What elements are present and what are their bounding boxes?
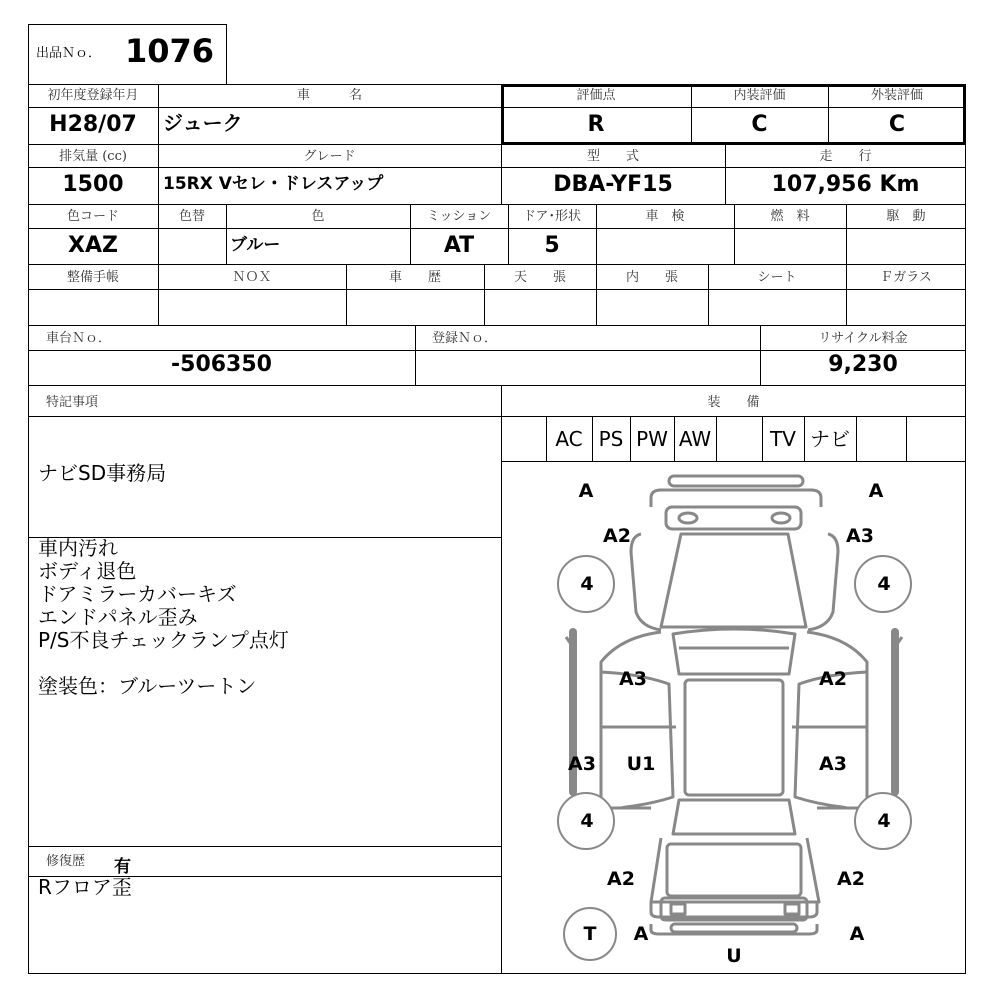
mark-rear-right: A <box>849 923 865 945</box>
roof-label: 天 張 <box>513 270 566 285</box>
rule <box>415 325 416 385</box>
exterior-value: C <box>888 112 906 137</box>
mark-fender-right: A3 <box>846 525 874 547</box>
mark-door-rear-right: A3 <box>819 753 847 775</box>
equipment-cell <box>856 418 906 460</box>
mark-front-left: A <box>578 480 594 502</box>
rule <box>28 264 966 265</box>
mission-value: AT <box>443 233 475 258</box>
repaint-label: 色替 <box>178 209 205 224</box>
exterior-label: 外装評価 <box>870 88 923 103</box>
rule <box>28 228 966 229</box>
equipment-tv: TV <box>770 427 796 451</box>
rule <box>28 167 966 168</box>
repair-value: 有 <box>114 857 131 877</box>
interior-label: 内装評価 <box>733 88 786 103</box>
color-code-value: XAZ <box>68 233 118 258</box>
seat-label: シート <box>757 270 797 285</box>
interior-value: C <box>751 112 768 137</box>
recycle-label: リサイクル料金 <box>818 331 908 346</box>
history-label: 車 歴 <box>388 270 441 285</box>
notes-line1: ナビSD事務局 <box>38 461 167 485</box>
first-reg-value: H28/07 <box>49 112 137 137</box>
car-diagram <box>501 462 966 972</box>
equipment-label: 装 備 <box>707 395 760 410</box>
equipment-cell <box>501 418 546 460</box>
lot-label: 出品Ｎｏ． <box>36 46 102 61</box>
grade-label: グレード <box>303 149 356 164</box>
model-value: DBA-YF15 <box>553 172 673 197</box>
car-name-label: 車 名 <box>296 88 362 103</box>
mark-tire-rl: 4 <box>580 810 594 832</box>
mark-spare-tire: T <box>583 923 597 945</box>
grade-value: 15RX Vセレ・ドレスアップ <box>163 174 384 194</box>
equipment-cell <box>906 418 966 460</box>
equipment-ac: AC <box>555 427 583 451</box>
mark-tire-fl: 4 <box>580 573 594 595</box>
rule <box>28 325 966 326</box>
mark-tire-rr: 4 <box>877 810 891 832</box>
mark-door-front-left: A3 <box>619 668 647 690</box>
displacement-label: 排気量 (cc) <box>59 149 127 164</box>
mission-label: ミッション <box>426 209 492 224</box>
mark-front-right: A <box>868 480 884 502</box>
mark-tire-fr: 4 <box>877 573 891 595</box>
maintenance-label: 整備手帳 <box>66 270 119 285</box>
mileage-value: 107,956 Km <box>771 172 920 197</box>
color-code-label: 色コード <box>66 209 119 224</box>
repair-detail: Rフロア歪 <box>38 875 132 899</box>
mark-door-rear-left: A3 <box>568 753 596 775</box>
equipment-cell <box>716 418 762 460</box>
repair-label: 修復歴 <box>46 854 86 869</box>
notes-label: 特記事項 <box>46 395 99 410</box>
rule <box>28 350 966 351</box>
color-value: ブルー <box>230 235 281 255</box>
reg-no-label: 登録Ｎｏ． <box>432 331 498 346</box>
recycle-value: 9,230 <box>828 352 898 377</box>
rule <box>28 289 966 290</box>
score-label: 評価点 <box>576 88 616 103</box>
first-reg-label: 初年度登録年月 <box>47 88 139 103</box>
model-label: 型 式 <box>586 149 639 164</box>
equipment-pw: PW <box>636 427 668 451</box>
mark-quarter-left: A2 <box>607 868 635 890</box>
mark-rear-left: A <box>633 923 649 945</box>
door-label: ドア･形状 <box>522 209 582 224</box>
mark-quarter-right: A2 <box>837 868 865 890</box>
car-name-value: ジューク <box>163 111 243 135</box>
mark-sill-left: U1 <box>626 753 656 775</box>
door-value: 5 <box>544 233 560 258</box>
interior-trim-label: 内 張 <box>625 270 678 285</box>
equipment-navi: ナビ <box>810 427 850 451</box>
fuel-label: 燃 料 <box>770 209 810 224</box>
displacement-value: 1500 <box>62 172 124 197</box>
equipment-aw: AW <box>678 427 712 451</box>
mileage-label: 走 行 <box>819 149 872 164</box>
notes-remarks: 車内汚れ ボディ退色 ドアミラーカバーキズ エンドパネル歪み P/S不良チェックランプ点灯 塗装色：ブルーツートン <box>38 536 289 698</box>
fglass-label: Ｆガラス <box>880 270 932 285</box>
lot-number: 1076 <box>125 32 215 70</box>
mark-rear-center: U <box>726 945 742 967</box>
chassis-label: 車台Ｎｏ． <box>46 331 112 346</box>
rule <box>28 416 966 417</box>
drive-label: 駆 動 <box>886 209 926 224</box>
mark-fender-left: A2 <box>603 525 631 547</box>
inspection-label: 車 検 <box>645 209 685 224</box>
mark-door-front-right: A2 <box>819 668 847 690</box>
rule <box>28 385 966 386</box>
score-value: R <box>587 112 605 137</box>
equipment-ps: PS <box>598 427 624 451</box>
rule <box>28 846 501 847</box>
chassis-value: -506350 <box>171 352 272 377</box>
nox-label: ＮＯＸ <box>232 270 272 285</box>
color-label: 色 <box>311 209 325 224</box>
rule <box>28 204 966 205</box>
